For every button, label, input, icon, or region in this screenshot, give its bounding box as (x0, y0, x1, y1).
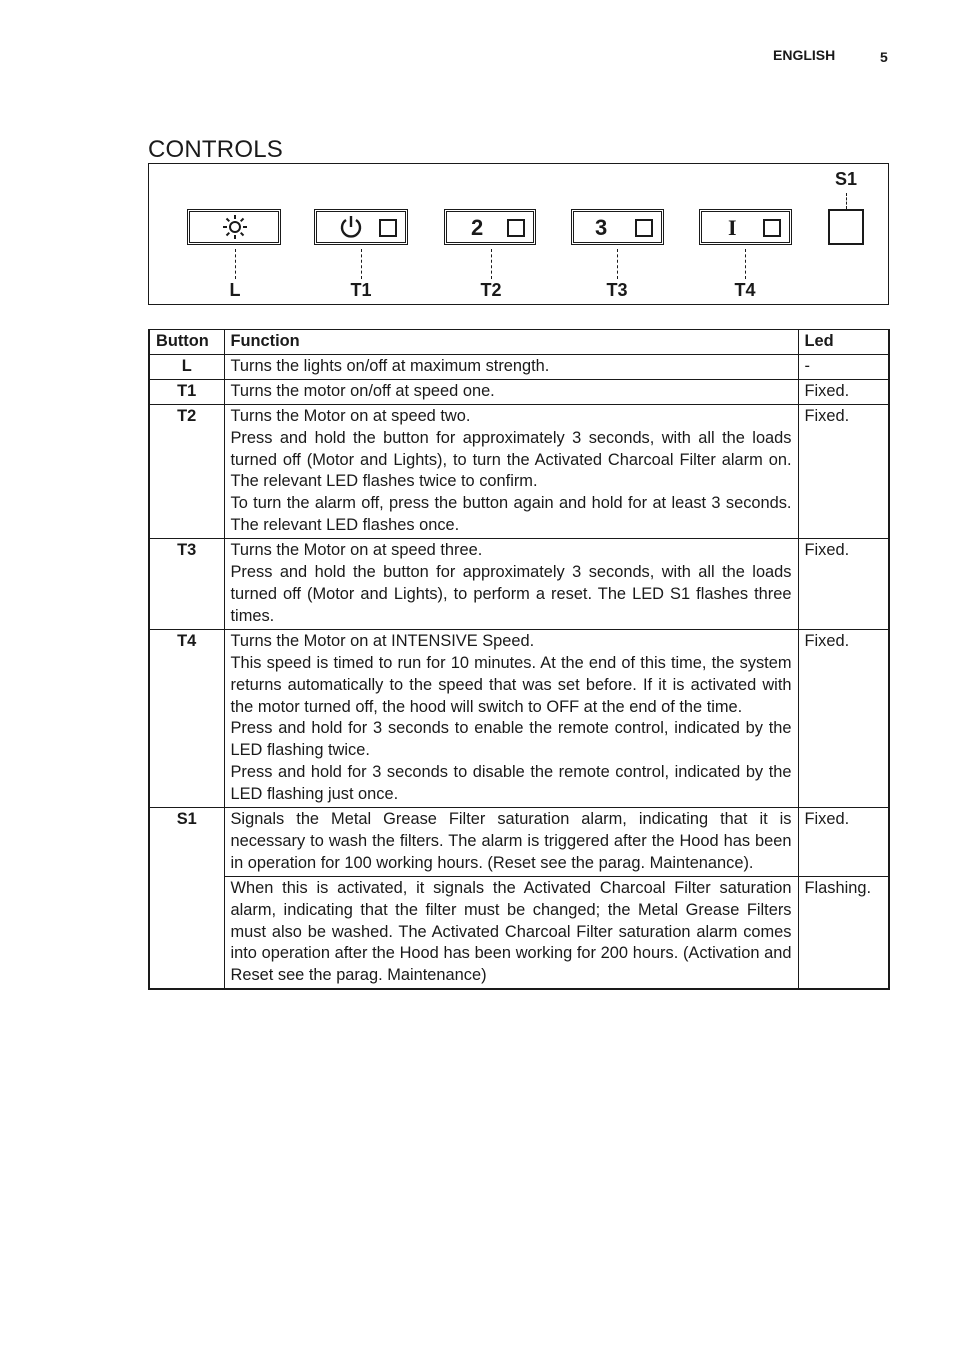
table-row (149, 808, 889, 877)
speed-two-button (444, 209, 536, 245)
label-t2: T2 (480, 280, 502, 300)
leader-t3 (617, 249, 618, 279)
row-button-label: S1 (149, 808, 224, 990)
label-t3: T3 (606, 280, 628, 300)
row-button-label: L (149, 354, 224, 379)
row-function-text: When this is activated, it signals the Activated Charcoal Filter saturation alarm, indicating that the filter must be changed; the Metal Grease Filters must also be washed. The Activated Charcoal Filter saturation alarm comes into operation after the Hood has been working for 200 hours. (Activation and Reset see the parag. Maintenance) (224, 876, 798, 989)
speed-two-icon: 2 (471, 215, 484, 240)
controls-table (148, 329, 890, 990)
leader-s1 (846, 193, 847, 209)
intensive-icon: I (728, 215, 737, 240)
control-panel-diagram (148, 163, 889, 305)
row-button-label: T1 (149, 379, 224, 404)
row-button-label: T3 (149, 539, 224, 630)
t3-led (635, 219, 653, 237)
table-header-row (149, 330, 889, 355)
header-button: Button (149, 330, 224, 355)
row-function-text: Turns the Motor on at speed three. Press and hold the button for approximately 3 seconds, with all the loads turned off (Motor and Lights), to perform a reset. The LED S1 flashes three times. (224, 539, 798, 630)
t4-led (763, 219, 781, 237)
leader-t1 (361, 249, 362, 279)
intensive-button (699, 209, 792, 245)
leader-l (235, 249, 236, 279)
table-row (149, 629, 889, 807)
light-button (187, 209, 281, 245)
header-led: Led (798, 330, 889, 355)
label-t4: T4 (734, 280, 756, 300)
table-row (149, 539, 889, 630)
table-row (149, 379, 889, 404)
row-function-text: Turns the motor on/off at speed one. (224, 379, 798, 404)
t2-led (507, 219, 525, 237)
row-led-state: Fixed. (798, 404, 889, 538)
motor-power-button (314, 209, 408, 245)
row-function-text: Turns the Motor on at speed two. Press and hold the button for approximately 3 seconds, with all the loads turned off (Motor and Lights), to turn the Activated Charcoal Filter alarm on. The relevant LED flashes twice to confirm. To turn the alarm off, press the button again and hold for at least 3 seconds. The relevant LED flashes once. (224, 404, 798, 538)
section-title: CONTROLS (148, 136, 283, 163)
light-icon (220, 212, 250, 242)
row-function-text: Signals the Metal Grease Filter saturation alarm, indicating that it is necessary to wash the filters. The alarm is triggered after the Hood has been in operation for 100 working hours. (Reset see the parag. Maintenance). (224, 808, 798, 877)
header-language: ENGLISH (773, 47, 836, 63)
table-row (149, 404, 889, 538)
page-number: 5 (880, 49, 888, 65)
label-l: L (229, 280, 241, 300)
table-row (149, 354, 889, 379)
row-function-text: Turns the Motor on at INTENSIVE Speed. This speed is timed to run for 10 minutes. At the end of this time, the system returns automatically to the speed that was set before. If it is activated with the motor turned off, the hood will switch to OFF at the end of the time. Press and hold for 3 seconds to enable the remote control, indicated by the LED flashing twice. Press and hold for 3 seconds to disable the remote control, indicated by the LED flashing just once. (224, 629, 798, 807)
t1-led (379, 219, 397, 237)
table-row (149, 876, 889, 989)
label-t1: T1 (350, 280, 372, 300)
row-function-text: Turns the lights on/off at maximum strength. (224, 354, 798, 379)
row-led-state: Fixed. (798, 629, 889, 807)
row-led-state: Flashing. (798, 876, 889, 989)
label-s1: S1 (834, 169, 858, 189)
power-icon (338, 214, 364, 240)
row-button-label: T2 (149, 404, 224, 538)
header-function: Function (224, 330, 798, 355)
row-led-state: Fixed. (798, 808, 889, 877)
row-led-state: Fixed. (798, 539, 889, 630)
row-button-label: T4 (149, 629, 224, 807)
row-led-state: - (798, 354, 889, 379)
leader-t2 (491, 249, 492, 279)
speed-three-icon: 3 (595, 215, 608, 240)
s1-indicator (828, 209, 864, 245)
speed-three-button (571, 209, 664, 245)
leader-t4 (745, 249, 746, 279)
row-led-state: Fixed. (798, 379, 889, 404)
